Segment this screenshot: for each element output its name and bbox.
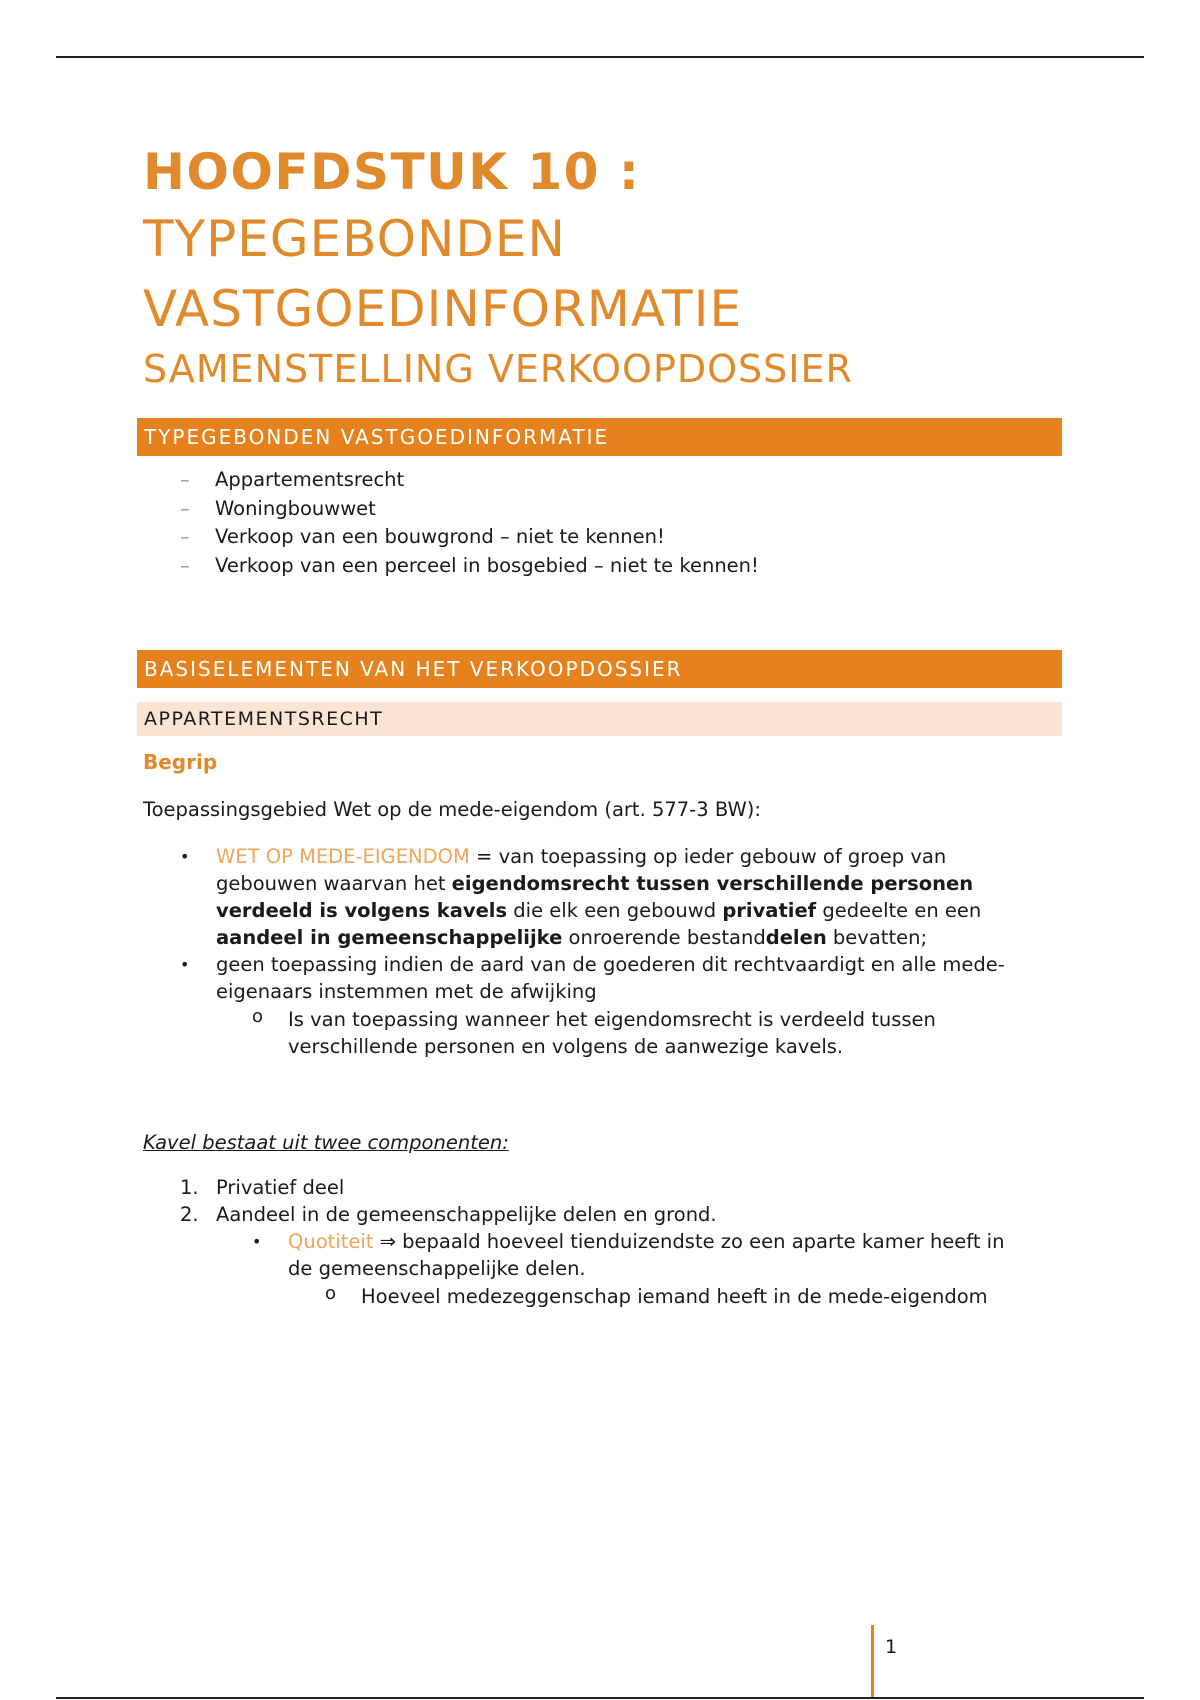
document-title-block: [143, 140, 1063, 394]
sub-bullet-marker: o: [252, 1006, 264, 1027]
sub-bullet-toepassing: Is van toepassing wanneer het eigendomsrecht is verdeeld tussen verschillende personen en volgens de aanwezige kavels.: [288, 1008, 936, 1058]
term-wet-mede-eigendom: WET OP MEDE-EIGENDOM: [216, 845, 470, 868]
intro-paragraph: Toepassingsgebied Wet op de mede-eigendom (art. 577-3 BW):: [143, 798, 761, 821]
chapter-title: HOOFDSTUK 10 :: [143, 143, 641, 201]
subsection-heading-appartementsrecht: APPARTEMENTSRECHT: [137, 702, 1062, 736]
bullet-marker: •: [252, 1232, 262, 1251]
list-item: – Woningbouwwet: [180, 496, 376, 520]
begrip-heading: Begrip: [143, 750, 218, 774]
chapter-subtitle: SAMENSTELLING VERKOOPDOSSIER: [143, 347, 853, 391]
sub-bullet-marker: o: [325, 1283, 337, 1304]
bullet-wet-mede-eigendom: WET OP MEDE-EIGENDOM = van toepassing op ieder gebouw of groep van gebouwen waarvan het eigendomsrecht tussen verschillende personen verdeeld is volgens kavels die elk een gebouwd privatief gedeelte en een aandeel in gemeenschappelijke onroerende bestanddelen bevatten;: [216, 845, 982, 949]
footer-accent-line: [871, 1625, 874, 1697]
chapter-title-line2: VASTGOEDINFORMATIE: [143, 280, 743, 338]
numbered-item-1: 1. Privatief deel: [180, 1176, 345, 1199]
list-item: – Appartementsrecht: [180, 468, 405, 491]
list-item: – Verkoop van een bouwgrond – niet te kennen!: [180, 525, 665, 548]
bullet-marker: •: [180, 847, 190, 866]
header-rule: [56, 56, 1144, 58]
numbered-item-2: 2. Aandeel in de gemeenschappelijke delen en grond.: [180, 1203, 717, 1226]
bullet-geen-toepassing: geen toepassing indien de aard van de goederen dit rechtvaardigt en alle mede- eigenaars instemmen met de afwijking: [216, 953, 1005, 1003]
chapter-title-line1: TYPEGEBONDEN: [143, 210, 566, 268]
quotiteit-item: Quotiteit ⇒ bepaald hoeveel tienduizendste zo een aparte kamer heeft in de gemeenschappelijke delen.: [288, 1230, 1005, 1280]
sub-bullet-medezeggenschap: Hoeveel medezeggenschap iemand heeft in de mede-eigendom: [361, 1285, 988, 1308]
page-number: 1: [885, 1636, 898, 1658]
list-item: – Verkoop van een perceel in bosgebied – niet te kennen!: [180, 553, 759, 577]
typegebonden-list: [180, 466, 759, 580]
kavel-heading: Kavel bestaat uit twee componenten:: [143, 1131, 509, 1154]
section-heading-basiselementen: BASISELEMENTEN VAN HET VERKOOPDOSSIER: [137, 650, 1062, 688]
term-quotiteit: Quotiteit: [288, 1230, 374, 1253]
bullet-marker: •: [180, 955, 190, 974]
section-heading-typegebonden: TYPEGEBONDEN VASTGOEDINFORMATIE: [137, 418, 1062, 456]
footer-rule: [56, 1697, 1144, 1699]
